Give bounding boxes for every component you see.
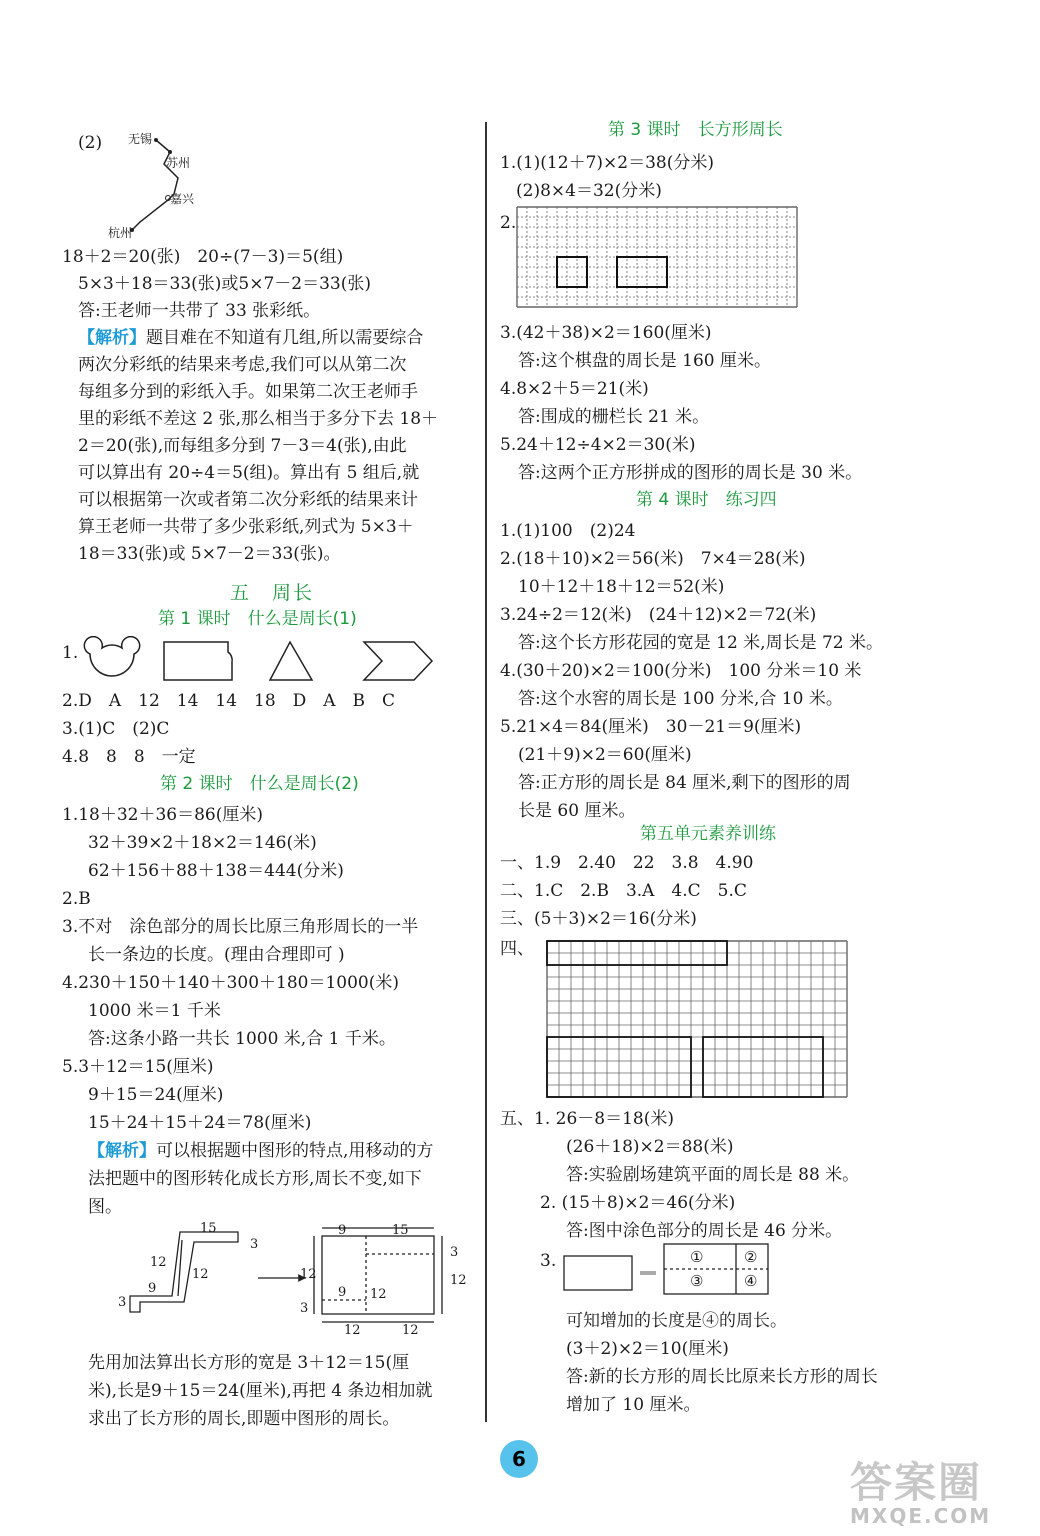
r5-line: 二、1.C 2.B 3.A 4.C 5.C — [500, 881, 747, 901]
lesson5-title: 第五单元素养训练 — [640, 824, 776, 844]
fig-label: 3 — [118, 1295, 127, 1310]
r5-line: 三、(5＋3)×2＝16(分米) — [500, 909, 697, 929]
fig-label: 12 — [370, 1287, 387, 1302]
map-label: (2) — [78, 133, 103, 153]
l2-line: 2.B — [62, 889, 91, 909]
q5-line2: 5×3＋18＝33(张)或5×7－2＝33(张) — [78, 274, 371, 294]
l2-line: 答:这条小路一共长 1000 米,合 1 千米。 — [88, 1029, 396, 1049]
analysis-line-4: 2＝20(张),而每组多分到 7－3＝4(张),由此 — [78, 436, 407, 456]
r4-line: 答:正方形的周长是 84 厘米,剩下的图形的周 — [518, 773, 851, 793]
grid-large — [546, 940, 850, 1100]
r5-end: (3＋2)×2＝10(厘米) — [566, 1339, 729, 1359]
closing-line: 求出了长方形的周长,即题中图形的周长。 — [88, 1409, 400, 1429]
r4-line: 1.(1)100 (2)24 — [500, 521, 636, 541]
fig-label: 9 — [338, 1285, 347, 1300]
l2-line: 32＋39×2＋18×2＝146(米) — [88, 833, 317, 853]
q5-answer: 答:王老师一共带了 33 张彩纸。 — [78, 301, 321, 321]
l2-line: 4.230＋150＋140＋300＋180＝1000(米) — [62, 973, 399, 993]
fig-label: 15 — [200, 1221, 217, 1236]
r3-line: 答:这两个正方形拼成的图形的周长是 30 米。 — [518, 463, 863, 483]
fig-label: 3 — [300, 1301, 309, 1316]
page-number: 6 — [500, 1440, 538, 1478]
lesson1-title: 第 1 课时 什么是周长(1) — [158, 609, 357, 629]
r4-line: 2.(18＋10)×2＝56(米) 7×4＝28(米) — [500, 549, 806, 569]
analysis2-line-1: 法把题中的图形转化成长方形,周长不变,如下 — [88, 1169, 422, 1189]
cell-2: ② — [744, 1248, 758, 1266]
city-suzhou: 苏州 — [166, 156, 191, 170]
l2-line: 9＋15＝24(厘米) — [88, 1085, 224, 1105]
r5-end: 可知增加的长度是④的周长。 — [566, 1311, 787, 1331]
r3-line: 答:这个棋盘的周长是 160 厘米。 — [518, 351, 771, 371]
lesson4-title: 第 4 课时 练习四 — [636, 490, 777, 510]
q5-line1: 18＋2＝20(张) 20÷(7－3)＝5(组) — [62, 247, 344, 267]
l1-q3: 3.(1)C (2)C — [62, 719, 170, 739]
fig-label: 9 — [148, 1281, 157, 1296]
r3-line: 3.(42＋38)×2＝160(厘米) — [500, 323, 712, 343]
r5-end: 增加了 10 厘米。 — [566, 1395, 701, 1415]
analysis-line-8: 18＝33(张)或 5×7－2＝33(张)。 — [78, 544, 341, 564]
fig-label: 15 — [392, 1223, 409, 1238]
r3-line: 答:围成的栅栏长 21 米。 — [518, 407, 710, 427]
analysis-line-5: 可以算出有 20÷4＝5(组)。算出有 5 组后,就 — [78, 463, 420, 483]
r4-line: (21＋9)×2＝60(厘米) — [518, 745, 692, 765]
jiexi-tag: 【解析】 — [78, 328, 146, 348]
r3-q2: 2. — [500, 213, 517, 233]
grid-small — [516, 206, 798, 314]
l2-line: 15＋24＋15＋24＝78(厘米) — [88, 1113, 312, 1133]
analysis-line-0: 【解析】题目难在不知道有几组,所以需要综合 — [78, 328, 424, 348]
lesson2-title: 第 2 课时 什么是周长(2) — [160, 774, 359, 794]
analysis-line-6: 可以根据第一次或者第二次分彩纸的结果来计 — [78, 490, 418, 510]
analysis-line-1: 两次分彩纸的结果来考虑,我们可以从第二次 — [78, 355, 407, 375]
r4-line: 10＋12＋18＋12＝52(米) — [518, 577, 725, 597]
r5-five: 3. — [540, 1251, 557, 1271]
r4-line: 答:这个长方形花园的宽是 12 米,周长是 72 米。 — [518, 633, 884, 653]
closing-line: 先用加法算出长方形的宽是 3＋12＝15(厘 — [88, 1353, 410, 1373]
fig-label: 3 — [250, 1237, 259, 1252]
l2-line: 1.18＋32＋36＝86(厘米) — [62, 805, 264, 825]
fig-label: 12 — [402, 1323, 419, 1338]
r3-q1a: 1.(1)(12＋7)×2＝38(分米) — [500, 153, 714, 173]
l2-line: 长一条边的长度。(理由合理即可 ) — [88, 945, 345, 965]
column-divider — [485, 122, 487, 1422]
r4-line: 5.21×4＝84(厘米) 30－21＝9(厘米) — [500, 717, 802, 737]
l1-q2: 2.D A 12 14 14 18 D A B C — [62, 691, 396, 711]
perimeter-shapes — [78, 636, 438, 686]
r5-five: 答:图中涂色部分的周长是 46 分米。 — [566, 1221, 843, 1241]
l2-line: 3.不对 涂色部分的周长比原三角形周长的一半 — [62, 917, 419, 937]
watermark: 答案圈 MXQE.COM — [850, 1458, 992, 1528]
r4-line: 4.(30＋20)×2＝100(分米) 100 分米＝10 米 — [500, 661, 862, 681]
l2-line: 1000 米＝1 千米 — [88, 1001, 221, 1021]
cell-4: ④ — [744, 1272, 758, 1290]
lesson3-title: 第 3 课时 长方形周长 — [608, 120, 783, 140]
r5-five: (26＋18)×2＝88(米) — [566, 1137, 734, 1157]
fig-label: 12 — [450, 1273, 467, 1288]
r4-line: 长是 60 厘米。 — [518, 801, 636, 821]
r3-line: 5.24＋12÷4×2＝30(米) — [500, 435, 696, 455]
fig-label: 12 — [150, 1255, 167, 1270]
unit-title: 五 周长 — [230, 582, 315, 604]
fig-label: 12 — [344, 1323, 361, 1338]
fig-label: 12 — [300, 1267, 317, 1282]
analysis-line-2: 每组多分到的彩纸入手。如果第二次王老师手 — [78, 382, 418, 402]
l2-line: 5.3＋12＝15(厘米) — [62, 1057, 214, 1077]
analysis2-line-0: 【解析】可以根据题中图形的特点,用移动的方 — [88, 1141, 434, 1161]
r5-end: 答:新的长方形的周长比原来长方形的周长 — [566, 1367, 878, 1387]
l1-q1: 1. — [62, 643, 79, 663]
closing-line: 米),长是9＋15＝24(厘米),再把 4 条边相加就 — [88, 1381, 433, 1401]
city-wuxi: 无锡 — [128, 132, 153, 146]
r5-five: 五、1. 26－8＝18(米) — [500, 1109, 674, 1129]
r5-line: 四、 — [500, 939, 534, 959]
l2-line: 62＋156＋88＋138＝444(分米) — [88, 861, 344, 881]
analysis2-line-2: 图。 — [88, 1197, 122, 1217]
r5-five: 答:实验剧场建筑平面的周长是 88 米。 — [566, 1165, 860, 1185]
l1-q4: 4.8 8 8 一定 — [62, 747, 196, 767]
city-hangzhou: 杭州 — [108, 226, 133, 240]
r5-line: 一、1.9 2.40 22 3.8 4.90 — [500, 853, 754, 873]
r3-q1b: (2)8×4＝32(分米) — [516, 181, 662, 201]
r4-line: 3.24÷2＝12(米) (24＋12)×2＝72(米) — [500, 605, 817, 625]
city-jiaxing: 嘉兴 — [170, 192, 195, 206]
analysis-line-7: 算王老师一共带了多少张彩纸,列式为 5×3＋ — [78, 517, 414, 537]
cell-3: ③ — [690, 1272, 704, 1290]
cell-1: ① — [690, 1248, 704, 1266]
r4-line: 答:这个水窖的周长是 100 分米,合 10 米。 — [518, 689, 843, 709]
r3-line: 4.8×2＋5＝21(米) — [500, 379, 649, 399]
fig-label: 9 — [338, 1223, 347, 1238]
r5-five: 2. (15＋8)×2＝46(分米) — [540, 1193, 736, 1213]
analysis-line-3: 里的彩纸不差这 2 张,那么相当于多分下去 18＋ — [78, 409, 439, 429]
fig-label: 12 — [192, 1267, 209, 1282]
fig-label: 3 — [450, 1245, 459, 1260]
